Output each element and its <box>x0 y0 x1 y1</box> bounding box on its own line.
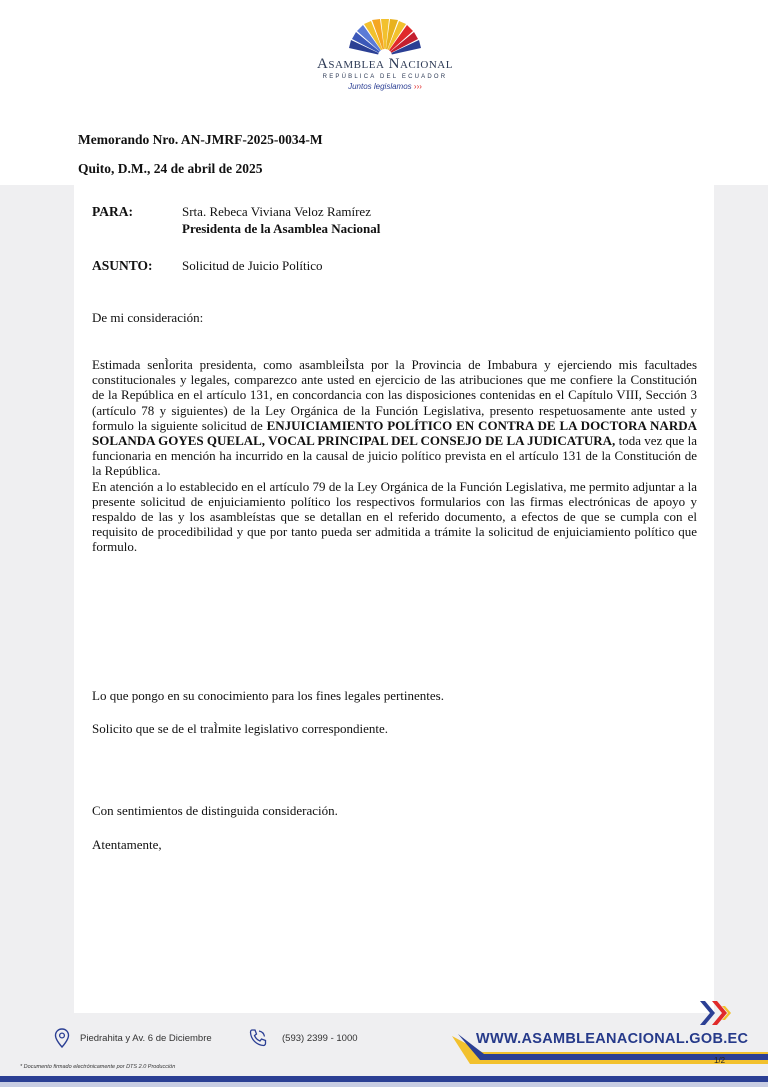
page-number: 1/2 <box>714 1056 726 1065</box>
paragraph-3: Lo que pongo en su conocimiento para los fines legales pertinentes. <box>92 688 444 703</box>
para-label: PARA: <box>92 204 133 219</box>
paragraph-2: En atención a lo establecido en el artículo 79 de la Ley Orgánica de la Función Legislativa, me permito adjuntar a la presente solicitud de enjuiciamiento político los respectivos formularios con las firmas electrónicas de apoyo y respaldo de las y los asambleístas que se detallan en el referido documento, a efectos de que se cumpla con el requisito de procedibilidad y que por tanto pueda ser admitida a trámite la solicitud de enjuiciamiento político que formulo. <box>92 478 697 555</box>
footer-website-link[interactable]: WWW.ASAMBLEANACIONAL.GOB.EC <box>476 1031 749 1047</box>
paragraph-1-start: Estimada senÌorita presidenta, como asambleiÌsta por la Provincia de Imbabura y ejerciendo mis facultades constitucionales y legales, comparezco ante usted en ejercicio de las atribuciones que me confiere la Constitución de la República en el artículo 131, en concordancia con las disposiciones contenidas en el Capítulo VIII, Sección 3 (artículo 78 y siguientes) de la Ley Orgánica de la Función Legislativa, presento respetuosamente ante usted y formulo la siguiente solicitud de <box>92 357 697 433</box>
subject: Solicitud de Juicio Político <box>182 258 323 273</box>
phone-icon <box>248 1028 268 1048</box>
footer-address: Piedrahita y Av. 6 de Diciembre <box>80 1033 212 1044</box>
asunto-label: ASUNTO: <box>92 258 153 273</box>
closing: Con sentimientos de distinguida consideración. <box>92 803 338 818</box>
paragraph-1-bold: ENJUICIAMIENTO POLÍTICO EN CONTRA DE LA DOCTORA NARDA SOLANDA GOYES QUELAL, VOCAL PRINCIPAL DEL CONSEJO DE LA JUDICATURA, <box>92 417 697 449</box>
location-pin-icon <box>54 1028 70 1048</box>
signature-note: * Documento firmado electrónicamente por DTS 2.0 Producción <box>20 1064 176 1070</box>
slogan-text: Juntos legislamos <box>348 82 412 91</box>
sunburst-icon <box>346 18 424 56</box>
footer-phone: (593) 2399 - 1000 <box>282 1033 358 1044</box>
recipient-title: Presidenta de la Asamblea Nacional <box>182 221 381 236</box>
footer-bar-light <box>0 1082 768 1087</box>
logo-slogan <box>300 82 470 91</box>
chevron-icon: ››› <box>413 82 422 91</box>
recipient-name: Srta. Rebeca Viviana Veloz Ramírez <box>182 204 371 219</box>
memo-date: Quito, D.M., 24 de abril de 2025 <box>78 161 263 176</box>
paragraph-4: Solicito que se de el traÌmite legislativo correspondiente. <box>92 721 389 736</box>
sign-off: Atentamente, <box>92 837 162 852</box>
body-paragraphs <box>92 357 697 555</box>
chevrons-icon <box>696 998 736 1028</box>
paragraph-1 <box>92 357 697 479</box>
memo-number: Memorando Nro. AN-JMRF-2025-0034-M <box>78 132 323 147</box>
logo-subtitle: REPÚBLICA DEL ECUADOR <box>322 74 448 80</box>
assembly-logo <box>300 18 470 96</box>
paragraph-1-end: toda vez que la funcionaria en mención ha incurrido en la causal de juicio político prevista en el artículo 131 de la Constitución de la República. <box>92 433 697 479</box>
greeting: De mi consideración: <box>92 310 204 325</box>
logo-title: Asamblea Nacional <box>317 56 453 72</box>
